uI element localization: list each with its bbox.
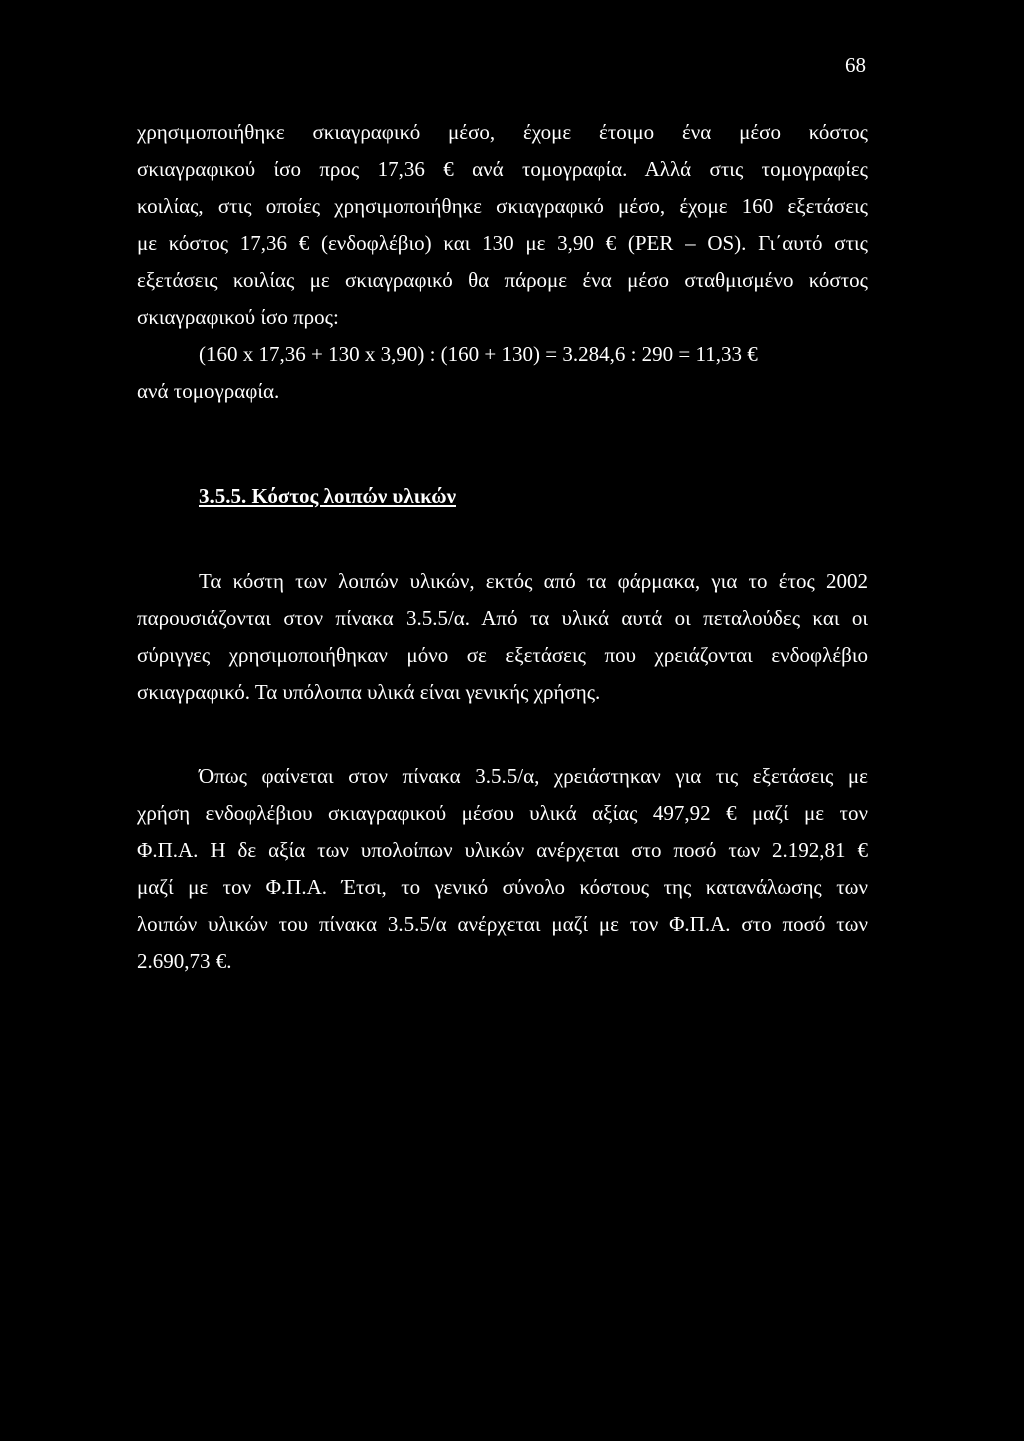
- text-line: σκιαγραφικού ίσο προς 17,36 € ανά τομογραφία. Αλλά στις τομογραφίες: [137, 157, 868, 181]
- paragraph-1: [137, 114, 868, 336]
- page-number: 68: [845, 53, 866, 77]
- text-line: Όπως φαίνεται στον πίνακα 3.5.5/α, χρειάστηκαν για τις εξετάσεις με: [199, 764, 868, 788]
- text-line: λοιπών υλικών του πίνακα 3.5.5/α ανέρχεται μαζί με τον Φ.Π.Α. στο ποσό των: [137, 912, 868, 936]
- text-line: σκιαγραφικό. Τα υπόλοιπα υλικά είναι γενικής χρήσης.: [137, 680, 601, 704]
- text-line: χρησιμοποιήθηκε σκιαγραφικό μέσο, έχομε έτοιμο ένα μέσο κόστος: [137, 120, 868, 144]
- text-line: 2.690,73 €.: [137, 949, 232, 973]
- text-line: εξετάσεις κοιλίας με σκιαγραφικό θα πάρομε ένα μέσο σταθμισμένο κόστος: [137, 268, 868, 292]
- text-line: σύριγγες χρησιμοποιήθηκαν μόνο σε εξετάσεις που χρειάζονται ενδοφλέβιο: [137, 643, 868, 667]
- cost-formula: (160 x 17,36 + 130 x 3,90) : (160 + 130) = 3.284,6 : 290 = 11,33 €: [199, 342, 758, 366]
- paragraph-2: [137, 563, 868, 711]
- text-line: μαζί με τον Φ.Π.Α. Έτσι, το γενικό σύνολο κόστους της κατανάλωσης των: [137, 875, 868, 899]
- text-line: παρουσιάζονται στον πίνακα 3.5.5/α. Από τα υλικά αυτά οι πεταλούδες και οι: [137, 606, 868, 630]
- text-line: Τα κόστη των λοιπών υλικών, εκτός από τα φάρμακα, για το έτος 2002: [199, 569, 868, 593]
- formula-tail: ανά τομογραφία.: [137, 379, 280, 403]
- document-body: [137, 114, 868, 980]
- text-line: Φ.Π.Α. Η δε αξία των υπολοίπων υλικών ανέρχεται στο ποσό των 2.192,81 €: [137, 838, 868, 862]
- text-line: κοιλίας, στις οποίες χρησιμοποιήθηκε σκιαγραφικό μέσο, έχομε 160 εξετάσεις: [137, 194, 868, 218]
- text-line: με κόστος 17,36 € (ενδοφλέβιο) και 130 με 3,90 € (PER – OS). Γι΄αυτό στις: [137, 231, 868, 255]
- text-line: σκιαγραφικού ίσο προς:: [137, 305, 339, 329]
- paragraph-3: [137, 758, 868, 980]
- section-heading: 3.5.5. Κόστος λοιπών υλικών: [199, 484, 456, 508]
- text-line: χρήση ενδοφλέβιου σκιαγραφικού μέσου υλικά αξίας 497,92 € μαζί με τον: [137, 801, 868, 825]
